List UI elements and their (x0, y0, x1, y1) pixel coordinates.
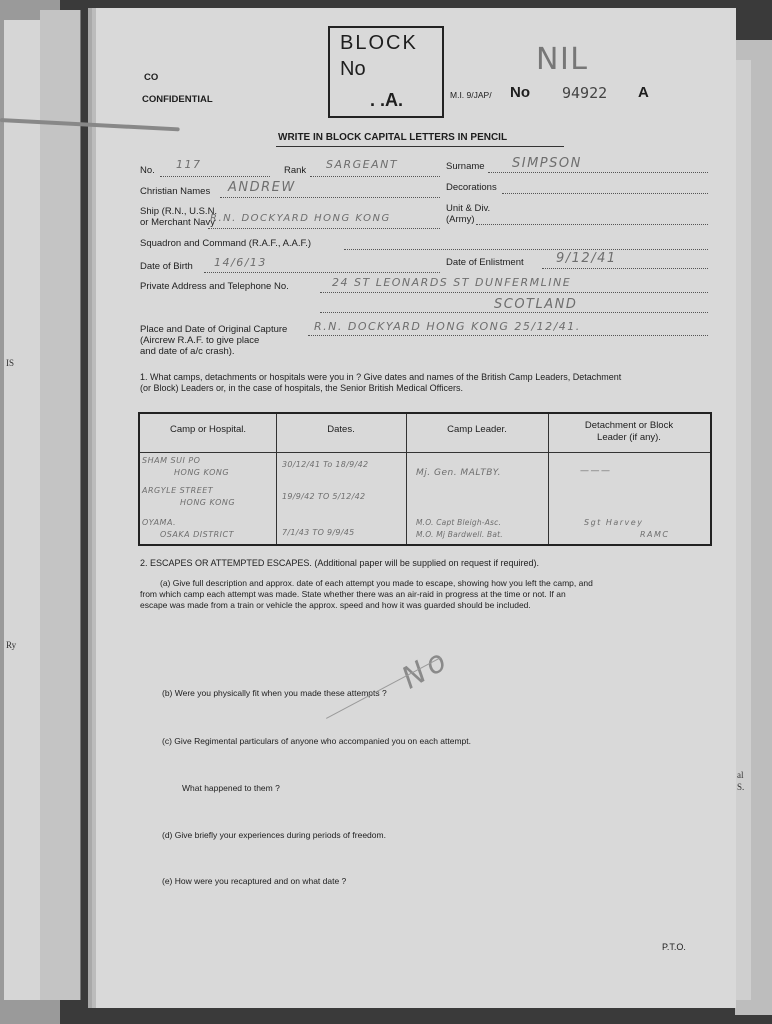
serial-suffix: A (638, 84, 649, 101)
decorations-label: Decorations (446, 182, 497, 193)
question-2d: (d) Give briefly your experiences during periods of freedom. (162, 830, 386, 840)
row1-camp-1: SHAM SUI PO (142, 456, 201, 465)
question-1-line-2: (or Block) Leaders or, in the case of hospitals, the Senior British Medical Officers. (140, 383, 463, 393)
enlistment-line (542, 268, 708, 269)
question-2e: (e) How were you recaptured and on what date ? (162, 876, 347, 886)
question-2a-line-1: (a) Give full description and approx. date of each attempt you made to escape, showing how you left the camp, and (160, 578, 593, 588)
no-answer-scrawl: No (396, 641, 456, 697)
squadron-label: Squadron and Command (R.A.F., A.A.F.) (140, 238, 312, 249)
edge-text-right-1: al (737, 770, 744, 780)
dob-line (204, 272, 440, 273)
serial-no-label: No (510, 84, 530, 101)
rank-line (310, 176, 440, 177)
ship-label-1: Ship (R.N., U.S.N. (140, 206, 218, 217)
squadron-line (344, 249, 708, 250)
edge-text-left-2: Ry (6, 640, 17, 650)
question-1-line-1: 1. What camps, detachments or hospitals were you in ? Give dates and names of the British Camp Leaders, Detachment (140, 372, 622, 382)
row2-camp-2: HONG KONG (180, 498, 236, 507)
question-2b: (b) Were you physically fit when you made these attempts ? (162, 688, 387, 698)
capture-value: R.N. DOCKYARD HONG KONG 25/12/41. (314, 320, 581, 333)
block-stamp-letter: . .A. (370, 90, 404, 110)
no-line (160, 176, 270, 177)
block-stamp-title: BLOCK (340, 32, 418, 54)
capture-label-1: Place and Date of Original Capture (140, 324, 288, 335)
surname-value: SIMPSON (512, 156, 582, 171)
block-stamp (328, 26, 444, 118)
instruction-heading: WRITE IN BLOCK CAPITAL LETTERS IN PENCIL (278, 132, 508, 143)
address-value-1: 24 ST LEONARDS ST DUNFERMLINE (332, 276, 572, 289)
serial-number: 94922 (562, 84, 608, 102)
row3-leader-2: M.O. Mj Bardwell. Bat. (416, 530, 503, 539)
row3-dates: 7/1/43 TO 9/9/45 (282, 528, 355, 537)
surname-line (488, 172, 708, 173)
left-stack-edge (40, 10, 81, 1000)
rank-label: Rank (284, 165, 307, 176)
dob-value: 14/6/13 (214, 256, 267, 269)
classification-partial: CO (144, 72, 159, 83)
row3-detachment-1: Sgt Harvey (584, 518, 644, 527)
christian-names-value: ANDREW (228, 180, 296, 195)
question-2-title: 2. ESCAPES OR ATTEMPTED ESCAPES. (Additional paper will be supplied on request if required). (140, 558, 540, 568)
row3-leader-1: M.O. Capt Bleigh-Asc. (416, 518, 502, 527)
enlistment-label: Date of Enlistment (446, 257, 524, 268)
nil-annotation: NIL (536, 42, 589, 77)
capture-line (308, 335, 708, 336)
table-header-divider (140, 452, 710, 453)
form-reference: M.I. 9/JAP/ (450, 90, 492, 100)
pto-label: P.T.O. (662, 942, 686, 952)
row1-camp-2: HONG KONG (174, 468, 230, 477)
capture-label-2: (Aircrew R.A.F. to give place (140, 335, 260, 346)
camp-table (138, 412, 712, 546)
christian-names-label: Christian Names (140, 186, 211, 197)
row2-dates: 19/9/42 TO 5/12/42 (282, 492, 366, 501)
classification-label: CONFIDENTIAL (142, 94, 213, 105)
question-2c-followup: What happened to them ? (182, 783, 280, 793)
capture-label-3: and date of a/c crash). (140, 346, 235, 357)
edge-text-left-1: IS (6, 358, 15, 368)
ship-value: R.N. DOCKYARD HONG KONG (210, 213, 391, 224)
row3-camp-1: OYAMA. (142, 518, 177, 527)
row1-detachment: ——— (580, 466, 612, 476)
rank-value: SARGEANT (326, 158, 399, 171)
address-value-2: SCOTLAND (494, 297, 578, 312)
no-value: 117 (176, 158, 202, 171)
header-dates: Dates. (327, 424, 355, 435)
question-2c: (c) Give Regimental particulars of anyone who accompanied you on each attempt. (162, 736, 471, 746)
surname-label: Surname (446, 161, 485, 172)
header-camp-leader: Camp Leader. (447, 424, 507, 435)
enlistment-value: 9/12/41 (556, 251, 617, 266)
no-label: No. (140, 165, 155, 176)
header-detachment-2: Leader (if any). (597, 432, 661, 443)
row3-detachment-2: RAMC (640, 530, 670, 539)
address-label: Private Address and Telephone No. (140, 281, 289, 292)
ship-line (208, 228, 440, 229)
address-line-1 (320, 292, 708, 293)
edge-text-right-2: S. (737, 782, 745, 792)
questionnaire-sheet (96, 8, 736, 1008)
instruction-underline (276, 146, 564, 147)
row3-camp-2: OSAKA DISTRICT (160, 530, 234, 539)
question-2a-line-3: escape was made from a train or vehicle the approx. speed and how it was guarded should be included. (140, 600, 531, 610)
unit-label-1: Unit & Div. (446, 203, 491, 214)
dob-label: Date of Birth (140, 261, 193, 272)
header-camp: Camp or Hospital. (169, 424, 247, 435)
header-detachment-1: Detachment or Block (584, 420, 674, 431)
decorations-line (502, 193, 708, 194)
row2-camp-1: ARGYLE STREET (142, 486, 214, 495)
unit-line (476, 224, 708, 225)
block-stamp-no: No (340, 58, 366, 80)
row1-dates: 30/12/41 To 18/9/42 (282, 460, 369, 469)
ship-label-2: or Merchant Navy (140, 217, 215, 228)
christian-names-line (220, 197, 440, 198)
row1-leader: Mj. Gen. MALTBY. (416, 468, 501, 478)
question-2a-line-2: from which camp each attempt was made. State whether there was an air-raid in progress at the time or not. If an (140, 589, 566, 599)
unit-label-2: (Army) (446, 214, 475, 225)
address-line-2 (320, 312, 708, 313)
